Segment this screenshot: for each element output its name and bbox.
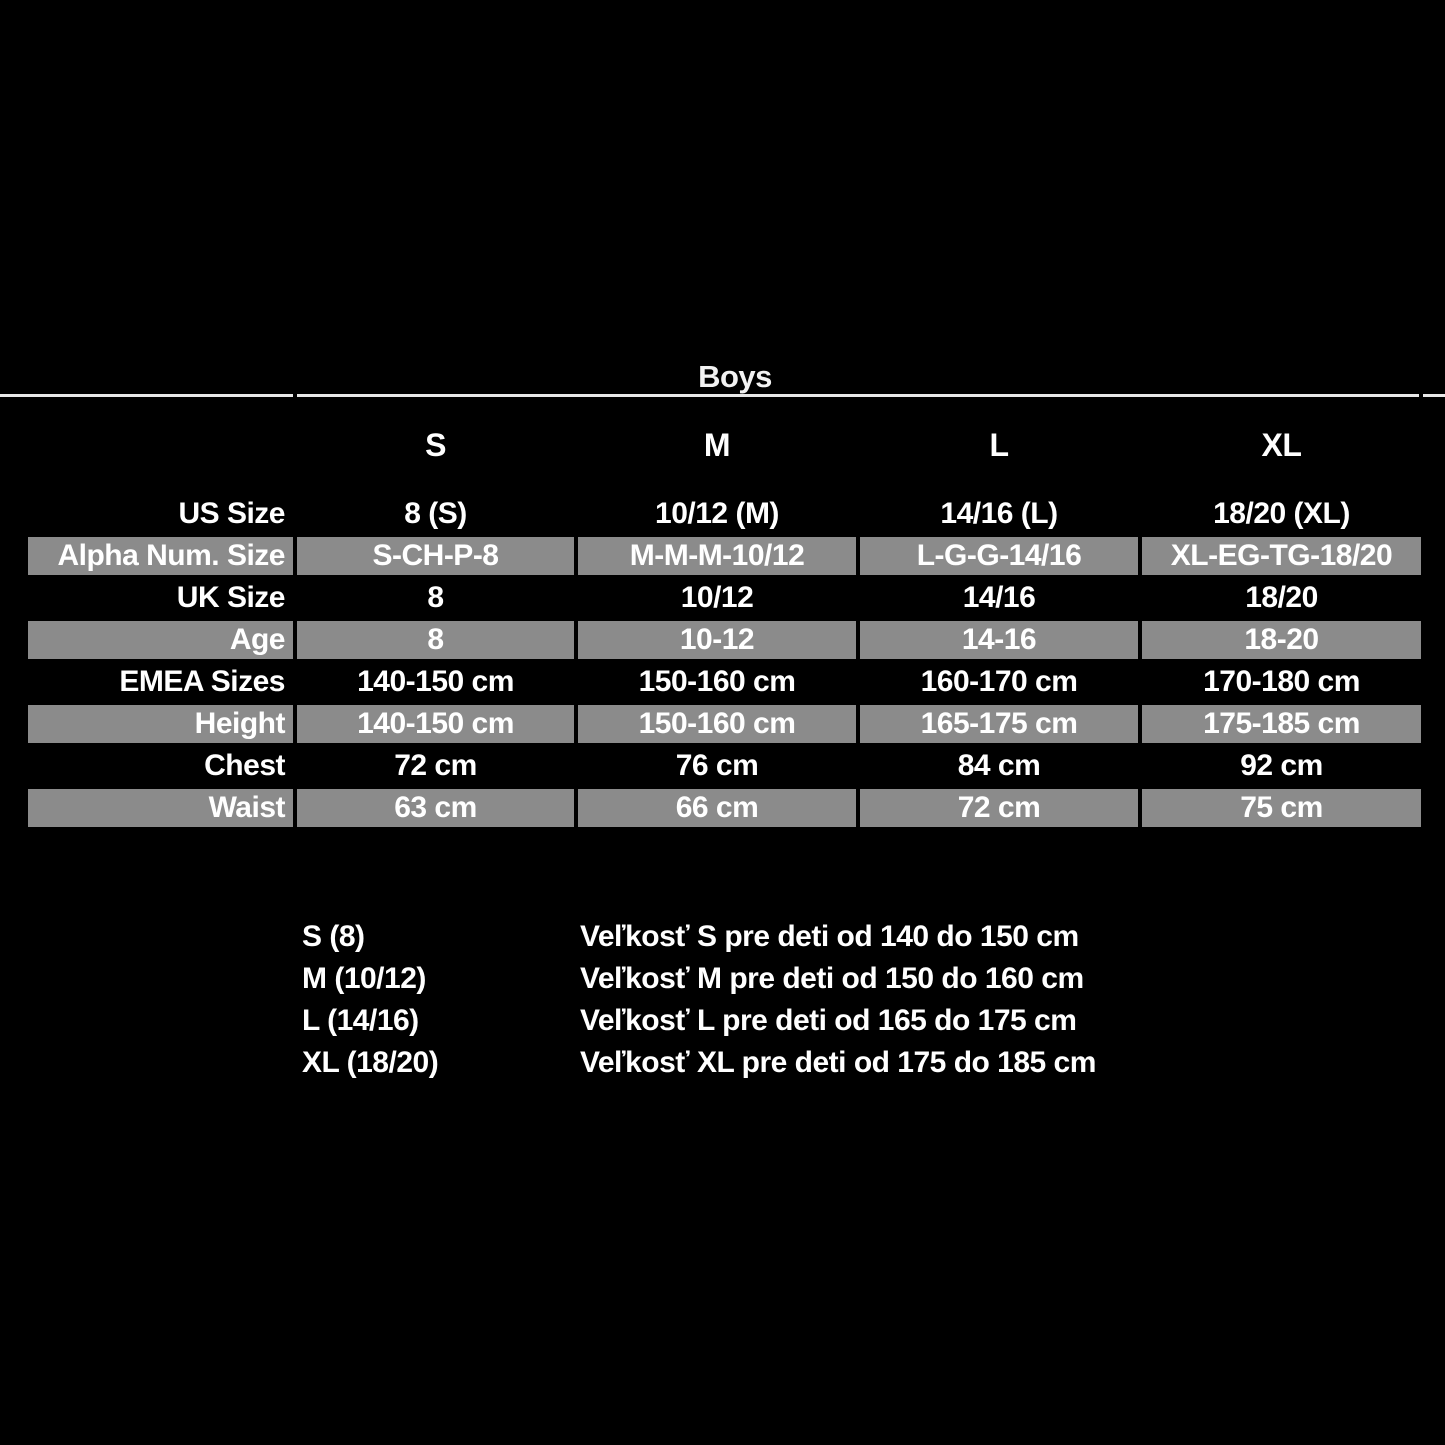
cell-xl: 75 cm xyxy=(1142,789,1421,827)
cell-s: 72 cm xyxy=(394,749,477,782)
table-row-alpha-num-size xyxy=(28,537,1421,575)
cell-s: S-CH-P-8 xyxy=(297,537,574,575)
size-table xyxy=(28,495,1421,827)
table-row-emea-sizes xyxy=(28,663,1421,701)
column-header-row xyxy=(28,424,1421,466)
cell-m: 150-160 cm xyxy=(638,665,796,698)
cell-m: 10/12 (M) xyxy=(655,497,779,530)
cell-s: 63 cm xyxy=(297,789,574,827)
cell-m: 10-12 xyxy=(578,621,856,659)
legend-description: Veľkosť XL pre deti od 175 do 185 cm xyxy=(580,1046,1096,1079)
cell-s: 8 xyxy=(297,621,574,659)
table-row-height xyxy=(28,705,1421,743)
cell-xl: 18/20 (XL) xyxy=(1213,497,1350,530)
cell-xl: XL-EG-TG-18/20 xyxy=(1142,537,1421,575)
table-row-uk-size xyxy=(28,579,1421,617)
row-label: US Size xyxy=(178,497,285,530)
cell-m: 150-160 cm xyxy=(578,705,856,743)
cell-l: L-G-G-14/16 xyxy=(860,537,1138,575)
column-header-xl: XL xyxy=(1261,426,1302,463)
table-row-age xyxy=(28,621,1421,659)
table-row-us-size xyxy=(28,495,1421,533)
legend-term: S (8) xyxy=(302,920,365,953)
cell-xl: 175-185 cm xyxy=(1142,705,1421,743)
cell-xl: 170-180 cm xyxy=(1203,665,1360,698)
legend-item-xl xyxy=(302,1042,1096,1084)
row-label: Chest xyxy=(204,749,285,782)
cell-l: 14-16 xyxy=(860,621,1138,659)
cell-s: 140-150 cm xyxy=(357,665,514,698)
row-label: Waist xyxy=(28,789,293,827)
cell-xl: 18/20 xyxy=(1245,581,1318,614)
legend-item-m xyxy=(302,958,1096,1000)
cell-xl: 92 cm xyxy=(1240,749,1323,782)
cell-l: 72 cm xyxy=(860,789,1138,827)
cell-l: 165-175 cm xyxy=(860,705,1138,743)
legend-term: M (10/12) xyxy=(302,962,426,995)
row-label: Height xyxy=(28,705,293,743)
title-rule-center-segment xyxy=(297,394,1419,397)
cell-l: 160-170 cm xyxy=(920,665,1078,698)
title-rule-right-segment xyxy=(1423,394,1445,397)
legend-term: XL (18/20) xyxy=(302,1046,439,1079)
row-label: Alpha Num. Size xyxy=(28,537,293,575)
column-header-s: S xyxy=(425,426,446,463)
column-header-l: L xyxy=(989,426,1009,463)
legend-item-l xyxy=(302,1000,1096,1042)
cell-s: 140-150 cm xyxy=(297,705,574,743)
cell-l: 84 cm xyxy=(957,749,1041,782)
title-rule-left-segment xyxy=(0,394,293,397)
legend-term: L (14/16) xyxy=(302,1004,419,1037)
row-label: UK Size xyxy=(176,581,285,614)
page-title: Boys xyxy=(698,359,772,394)
table-row-waist xyxy=(28,789,1421,827)
cell-xl: 18-20 xyxy=(1142,621,1421,659)
cell-m: 10/12 xyxy=(680,581,754,614)
cell-s: 8 (S) xyxy=(404,497,467,530)
table-row-chest xyxy=(28,747,1421,785)
legend-description: Veľkosť S pre deti od 140 do 150 cm xyxy=(580,920,1079,953)
column-header-m: M xyxy=(703,426,731,463)
legend-description: Veľkosť L pre deti od 165 do 175 cm xyxy=(580,1004,1077,1037)
cell-m: 76 cm xyxy=(675,749,759,782)
cell-m: 66 cm xyxy=(578,789,856,827)
row-label: Age xyxy=(28,621,293,659)
cell-l: 14/16 xyxy=(962,581,1036,614)
legend-description: Veľkosť M pre deti od 150 do 160 cm xyxy=(580,962,1084,995)
cell-m: M-M-M-10/12 xyxy=(578,537,856,575)
cell-l: 14/16 (L) xyxy=(940,497,1058,530)
cell-s: 8 xyxy=(427,581,444,614)
row-label: EMEA Sizes xyxy=(119,665,285,698)
legend-item-s xyxy=(302,916,1096,958)
size-legend xyxy=(302,916,1096,1084)
